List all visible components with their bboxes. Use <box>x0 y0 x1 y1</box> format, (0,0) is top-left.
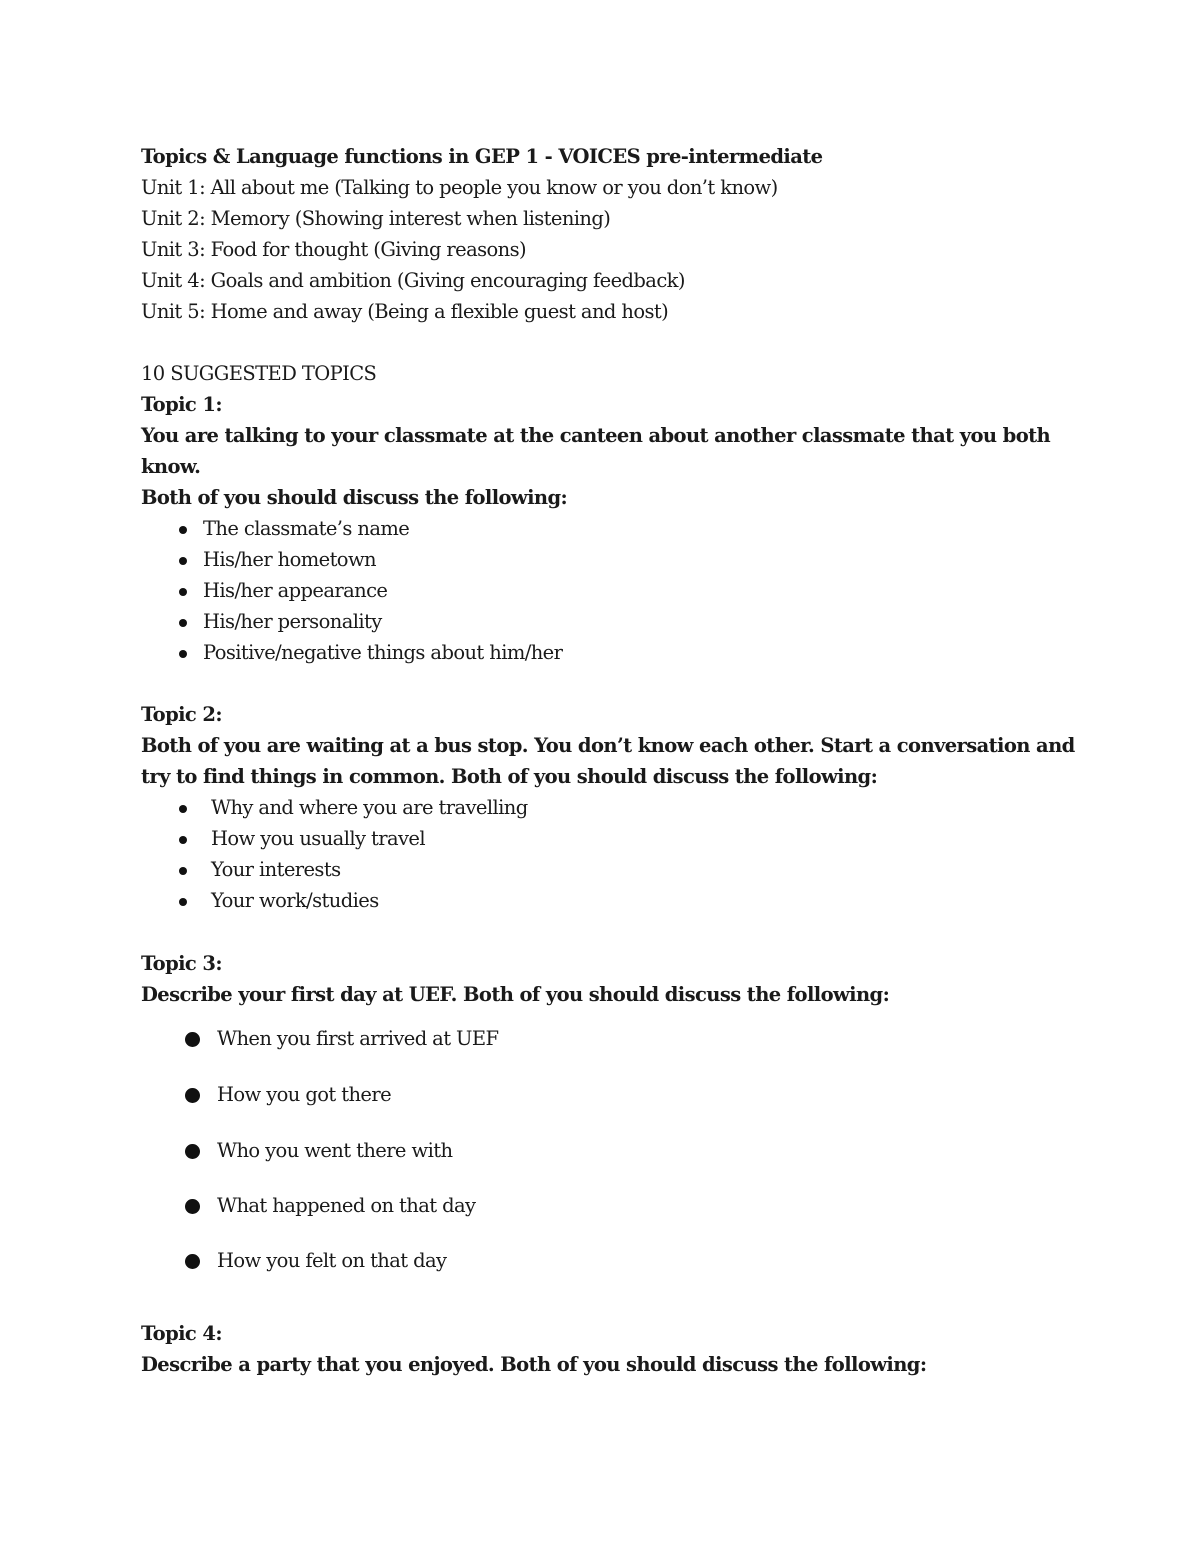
topic-1-item-5: Positive/negative things about him/her <box>203 641 563 664</box>
bullet-icon <box>179 526 187 534</box>
bullet-icon <box>185 1088 200 1103</box>
bullet-icon <box>185 1199 200 1214</box>
topic-3-item-3: Who you went there with <box>217 1139 453 1162</box>
topic-3-prompt: Describe your first day at UEF. Both of you should discuss the following: <box>141 983 890 1006</box>
topic-3-item-2: How you got there <box>217 1083 392 1106</box>
topic-1-prompt-line-3: Both of you should discuss the following: <box>141 486 568 509</box>
topic-1-item-4: His/her personality <box>203 610 382 633</box>
unit-line-4: Unit 4: Goals and ambition (Giving encouraging feedback) <box>141 269 685 292</box>
bullet-icon <box>179 557 187 565</box>
bullet-icon <box>185 1254 200 1269</box>
topic-4-prompt: Describe a party that you enjoyed. Both of you should discuss the following: <box>141 1353 927 1376</box>
topic-3-item-5: How you felt on that day <box>217 1249 447 1272</box>
topic-2-item-4: Your work/studies <box>211 889 379 912</box>
bullet-icon <box>185 1144 200 1159</box>
topic-2-item-3: Your interests <box>211 858 341 881</box>
topic-2-item-1: Why and where you are travelling <box>211 796 528 819</box>
unit-line-1: Unit 1: All about me (Talking to people you know or you don’t know) <box>141 176 778 199</box>
topic-1-item-3: His/her appearance <box>203 579 388 602</box>
bullet-icon <box>179 898 187 906</box>
topic-1-heading: Topic 1: <box>141 393 222 416</box>
document-title: Topics & Language functions in GEP 1 - VOICES pre-intermediate <box>141 145 823 168</box>
bullet-icon <box>185 1032 200 1047</box>
topic-3-heading: Topic 3: <box>141 952 222 975</box>
bullet-icon <box>179 650 187 658</box>
bullet-icon <box>179 836 187 844</box>
bullet-icon <box>179 805 187 813</box>
bullet-icon <box>179 867 187 875</box>
unit-line-2: Unit 2: Memory (Showing interest when listening) <box>141 207 611 230</box>
section-title: 10 SUGGESTED TOPICS <box>141 362 377 385</box>
topic-3-item-1: When you first arrived at UEF <box>217 1027 499 1050</box>
topic-1-item-1: The classmate’s name <box>203 517 410 540</box>
topic-1-prompt-line-1: You are talking to your classmate at the canteen about another classmate that you both <box>141 424 1051 447</box>
topic-2-heading: Topic 2: <box>141 703 222 726</box>
topic-4-heading: Topic 4: <box>141 1322 222 1345</box>
bullet-icon <box>179 619 187 627</box>
topic-2-prompt-line-1: Both of you are waiting at a bus stop. You don’t know each other. Start a conversation and <box>141 734 1075 757</box>
topic-2-prompt-line-2: try to find things in common. Both of you should discuss the following: <box>141 765 878 788</box>
bullet-icon <box>179 588 187 596</box>
topic-1-prompt-line-2: know. <box>141 455 201 478</box>
unit-line-3: Unit 3: Food for thought (Giving reasons) <box>141 238 527 261</box>
topic-1-item-2: His/her hometown <box>203 548 376 571</box>
topic-3-item-4: What happened on that day <box>217 1194 476 1217</box>
unit-line-5: Unit 5: Home and away (Being a flexible guest and host) <box>141 300 669 323</box>
topic-2-item-2: How you usually travel <box>211 827 425 850</box>
